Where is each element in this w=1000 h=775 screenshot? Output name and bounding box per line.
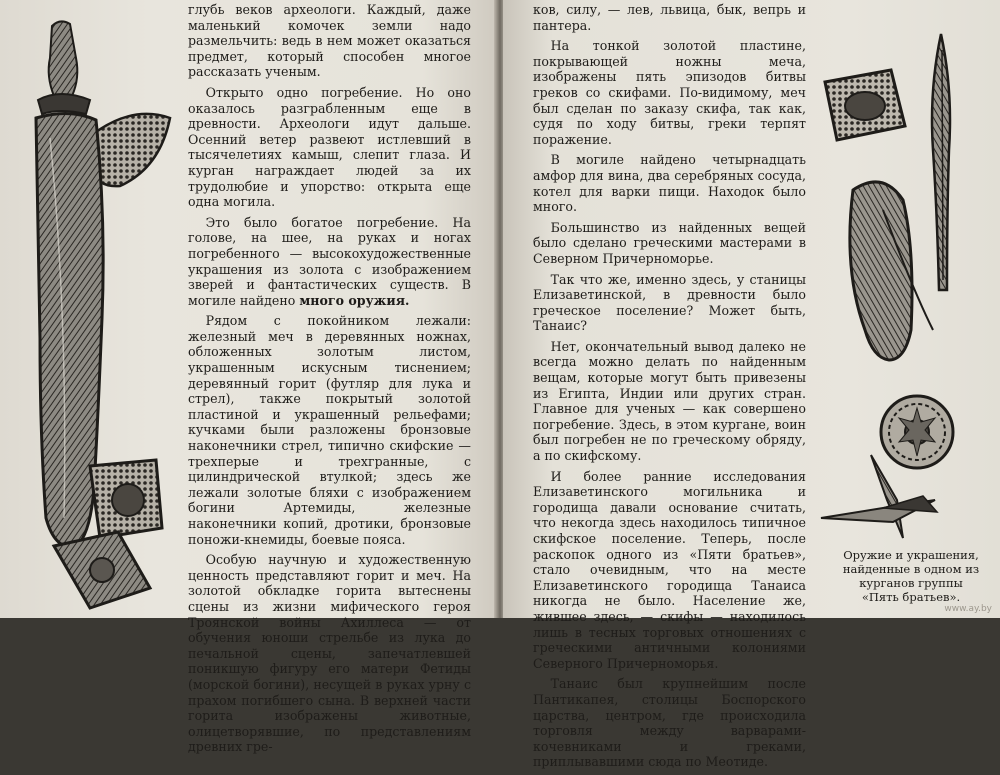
rosette-plaque-illustration <box>881 396 953 468</box>
caption-line-1: Оружие и украшения, <box>843 548 979 562</box>
illustration-caption <box>831 548 991 604</box>
left-paragraph-3-text: Это было богатое погребение. На голове, на шее, на руках и ногах погребенного — высокохудожественные украшения из золота с изображением зверей и фантастических существ. В могиле найдено <box>188 214 471 308</box>
right-paragraph-4: Большинство из найденных вещей было сделано греческими мастерами в Северном Причерноморье. <box>533 219 806 266</box>
right-paragraph-8: Танаис был крупнейшим после Пантикапея, столицы Боспорского царства, центром, где происходила торговля между варварами-кочевниками и греками, приплывавшими сюда по Меотиде. <box>533 676 806 770</box>
right-paragraph-3: В могиле найдено четырнадцать амфор для вина, два серебряных сосуда, котел для варки пищи. Находок было много. <box>533 152 806 215</box>
left-paragraph-4: Рядом с покойником лежали: железный меч в деревянных ножнах, обложенных золотым листом, украшенным искусным тиснением; деревянный горит (футляр для лука и стрел), также покрытый золотой пластиной и украшенный рельефами; кучками были разложены бронзовые наконечники стрел, типично скифские — трехперые и трехгранные, с цилиндрической втулкой; здесь же лежали золотые бляхи с изображением богини Артемиды, железные наконечники копий, дротики, бронзовые поножи-кнемиды, боевые пояса. <box>188 313 471 547</box>
right-text-column <box>533 2 806 775</box>
left-paragraph-3 <box>188 215 471 309</box>
artifacts-illustration <box>813 30 998 540</box>
sword-in-scabbard-illustration <box>10 18 178 618</box>
left-paragraph-1: глубь веков археологи. Каждый, даже маленький комочек земли надо размельчить: ведь в нем может оказаться предмет, который способен многое рассказать ученым. <box>188 2 471 80</box>
caption-line-4: «Пять братьев». <box>861 590 961 604</box>
left-paragraph-3-bold: много оружия. <box>299 292 410 308</box>
gold-plaque-illustration <box>825 70 905 140</box>
right-page <box>503 0 1000 770</box>
right-paragraph-1: ков, силу, — лев, львица, бык, вепрь и пантера. <box>533 2 806 33</box>
caption-line-2: найденные в одном из <box>842 562 980 576</box>
watermark: www.ay.by <box>944 604 992 614</box>
right-paragraph-2: На тонкой золотой пластине, покрывающей ножны меча, изображены пять эпизодов битвы греков со скифами. По-видимому, меч был сделан по заказу скифа, так как, судя по ходу битвы, греки терпят поражение. <box>533 38 806 147</box>
left-page <box>0 0 497 755</box>
spearhead-illustration <box>932 34 950 290</box>
right-paragraph-7: И более ранние исследования Елизаветинского могильника и городища давали основание считать, что некогда здесь находилось типичное скифское поселение. Теперь, после раскопок одного из «Пяти братьев», стало очевидным, что на месте Елизаветинского городища Танаиса никогда не было. Население же, жившее здесь, — скифы — находилось лишь в тесных торговых отношениях с греческими античными колониями Северного Причерноморья. <box>533 468 806 671</box>
right-paragraph-6: Нет, окончательный вывод далеко не всегда можно делать по найденным вещам, которые могут быть привезены из Египта, Индии или других стран. Главное для ученых — как совершено погребение. Здесь, в этом кургане, воин был погребен не по греческому обряду, а по скифскому. <box>533 338 806 464</box>
left-paragraph-5: Особую научную и художественную ценность представляют горит и меч. На золотой обкладке горита вытеснены сцены из жизни мифического героя Троянской войны Ахиллеса — от обучения юноши стрельбе из лука до печальной сцены, запечатлевшей поникшую фигуру его матери Фетиды (морской богини), несущей в руках урну с прахом погибшего сына. В верхней части горита изображены животные, олицетворявшие, по представлениям древних гре- <box>188 552 471 755</box>
left-text-column <box>188 2 471 760</box>
left-paragraph-2: Открыто одно погребение. Но оно оказалось разграбленным еще в древности. Археологи идут дальше. Осенний ветер развеют истлевший в тысячелетиях камыш, слепит глаза. И курган награждает людей за их трудолюбие и упорство: открыта еще одна могила. <box>188 84 471 210</box>
right-paragraph-5: Так что же, именно здесь, у станицы Елизаветинской, в древности было греческое поселение? Может быть, Танаис? <box>533 271 806 334</box>
caption-line-3: курганов группы <box>859 576 963 590</box>
